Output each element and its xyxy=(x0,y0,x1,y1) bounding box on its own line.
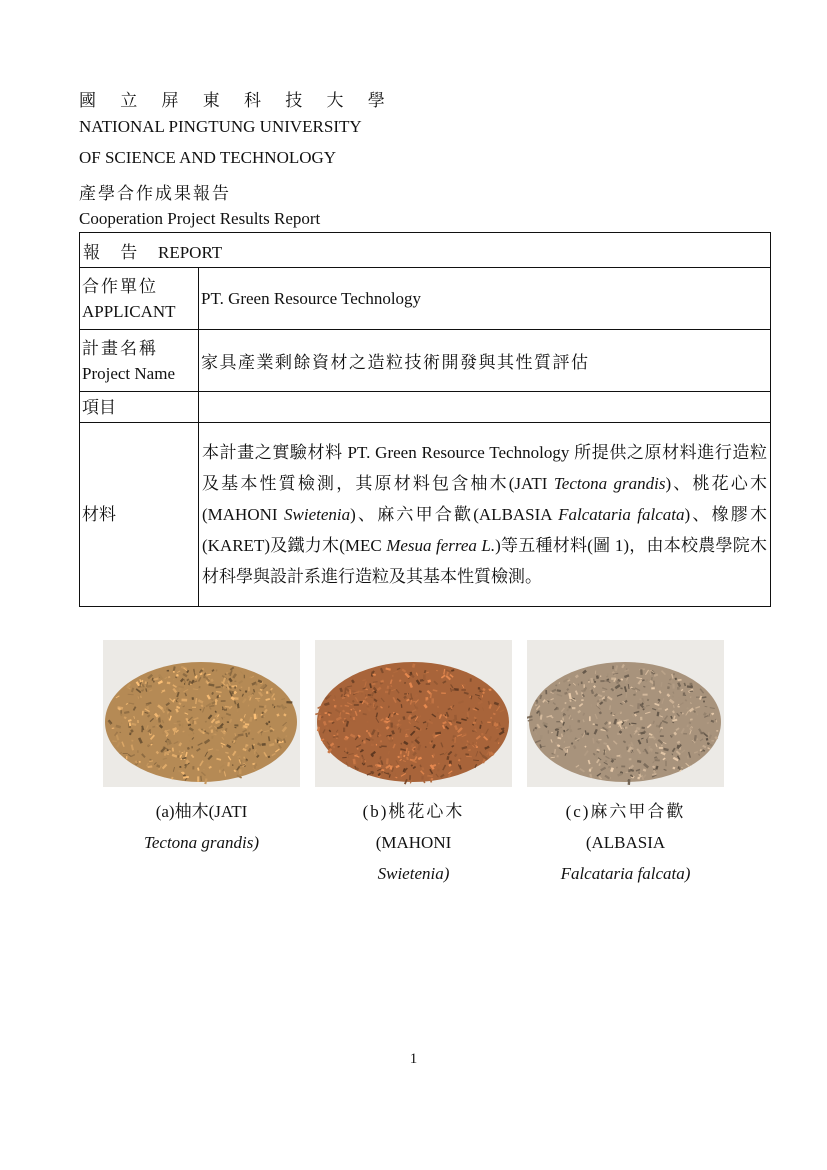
photo-mahogany-sawdust xyxy=(315,640,512,787)
project-label-cell xyxy=(80,330,199,392)
caption-mahogany-line2: (MAHONI xyxy=(375,833,452,852)
report-label-zh: 報 告 xyxy=(83,242,146,262)
photo-teak-sawdust xyxy=(103,640,300,787)
material-text-part4: )、橡膠木(KARET)及鐵力木(MEC xyxy=(202,505,767,555)
caption-teak xyxy=(103,796,300,858)
table-row-project xyxy=(80,330,771,392)
material-label: 材料 xyxy=(80,423,199,607)
applicant-label-cell xyxy=(80,268,199,330)
material-text-part1: 本計畫之實驗材料 PT. Green Resource Technology 所提供之原材料進行造粒及基本性質檢測，其原材料包含柚木(JATI xyxy=(202,443,767,493)
table-row-item xyxy=(80,392,771,423)
photo-albasia-canvas xyxy=(527,640,724,787)
report-table xyxy=(79,232,771,607)
report-label-en: REPORT xyxy=(158,242,223,262)
caption-teak-line2: Tectona grandis) xyxy=(143,833,260,852)
caption-mahogany xyxy=(315,796,512,889)
page-number: 1 xyxy=(409,1051,418,1067)
material-text-part5: )等五種材料(圖 1)，由本校農學院木材科學與設計系進行造粒及其基本性質檢測。 xyxy=(202,536,768,586)
project-value: 家具產業剩餘資材之造粒技術開發與其性質評估 xyxy=(199,330,771,392)
material-text-part3: )、麻六甲合歡(ALBASIA xyxy=(350,505,559,524)
report-title-zh: 產學合作成果報告 xyxy=(79,184,231,203)
table-row-applicant xyxy=(80,268,771,330)
species-tectona: Tectona grandis xyxy=(553,474,666,493)
species-swietenia: Swietenia xyxy=(284,505,351,524)
photo-albasia-sawdust xyxy=(527,640,724,787)
caption-albasia-line1: (c)麻六甲合歡 xyxy=(565,802,686,821)
caption-albasia-line2: (ALBASIA xyxy=(585,833,666,852)
caption-albasia xyxy=(527,796,724,889)
material-description xyxy=(199,423,771,607)
species-mesua: Mesua ferrea L. xyxy=(386,536,496,555)
caption-teak-line1: (a)柚木(JATI xyxy=(155,802,248,821)
report-title-en: Cooperation Project Results Report xyxy=(79,209,321,228)
table-row-report xyxy=(80,233,771,268)
species-falcataria: Falcataria falcata xyxy=(558,505,685,524)
item-label: 項目 xyxy=(80,392,199,423)
photo-teak-canvas xyxy=(103,640,300,787)
university-name-en-line2: OF SCIENCE AND TECHNOLOGY xyxy=(79,148,337,167)
applicant-label-en: APPLICANT xyxy=(82,301,176,321)
caption-mahogany-line1: (b)桃花心木 xyxy=(362,802,465,821)
university-name-en-line1: NATIONAL PINGTUNG UNIVERSITY xyxy=(79,117,362,136)
item-value xyxy=(199,392,771,423)
table-row-material xyxy=(80,423,771,607)
caption-albasia-line3: Falcataria falcata) xyxy=(560,864,691,883)
applicant-label-zh: 合作單位 xyxy=(82,276,158,296)
material-text-part2: )、桃花心木(MAHONI xyxy=(202,474,767,524)
photo-mahogany-canvas xyxy=(315,640,512,787)
project-label-en: Project Name xyxy=(82,363,175,383)
project-label-zh: 計畫名稱 xyxy=(82,338,158,358)
caption-mahogany-line3: Swietenia) xyxy=(377,864,450,883)
university-name-zh: 國 立 屏 東 科 技 大 學 xyxy=(79,91,395,110)
applicant-value: PT. Green Resource Technology xyxy=(199,268,771,330)
